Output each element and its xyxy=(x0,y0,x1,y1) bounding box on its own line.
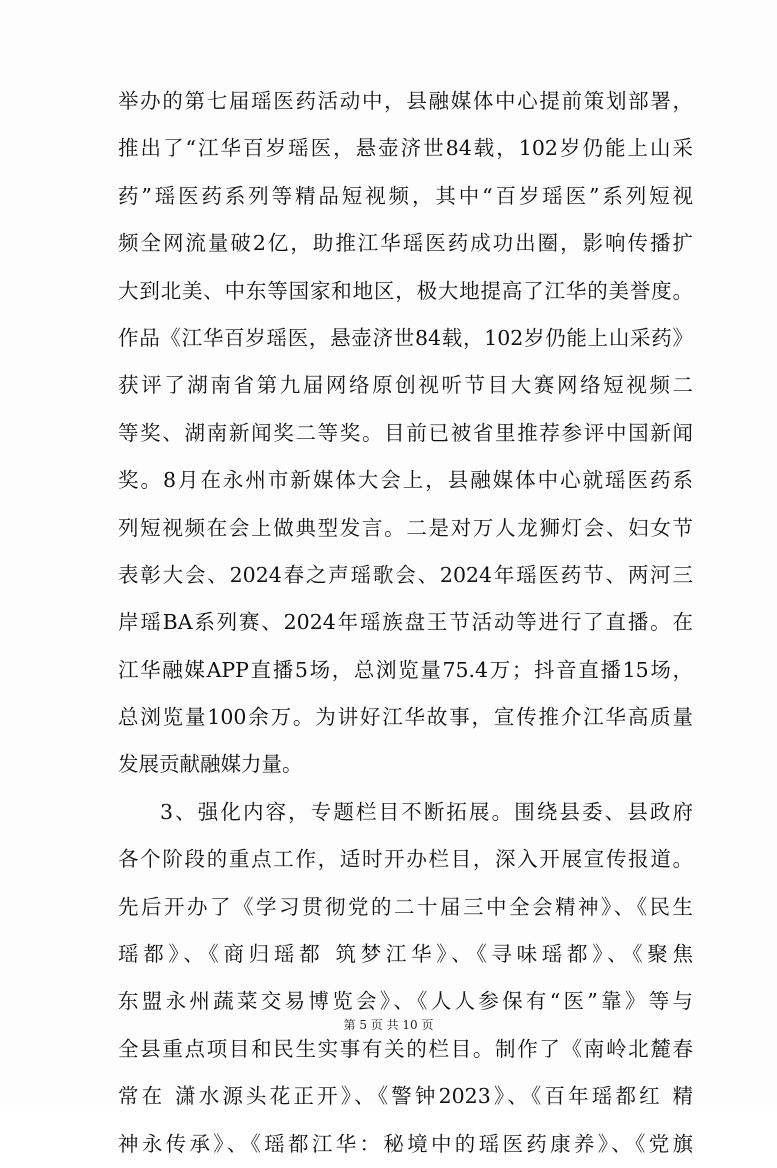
text-line: 神永传承》、《瑶都江华：秘境中的瑶医药康养》、《党旗 xyxy=(118,1131,693,1156)
section-heading-line: 3、强化内容，专题栏目不断拓展。围绕县委、县政府 xyxy=(160,799,693,824)
text-line: 大到北美、中东等国家和地区，极大地提高了江华的美誉度。 xyxy=(118,278,693,303)
body-text xyxy=(118,78,693,1168)
text-line: 作品《江华百岁瑶医，悬壶济世84载，102岁仍能上山采药》 xyxy=(118,325,693,350)
text-line: 表彰大会、2024春之声瑶歌会、2024年瑶医药节、两河三 xyxy=(118,562,693,587)
text-line: 瑶都》、《商归瑶都 筑梦江华》、《寻味瑶都》、《聚焦 xyxy=(118,942,693,967)
text-line: 等奖、湖南新闻奖二等奖。目前已被省里推荐参评中国新闻 xyxy=(118,420,693,445)
text-line: 举办的第七届瑶医药活动中，县融媒体中心提前策划部署， xyxy=(118,89,693,113)
text-line: 药”瑶医药系列等精品短视频，其中“百岁瑶医”系列短视 xyxy=(118,183,693,208)
text-line: 推出了“江华百岁瑶医，悬壶济世84载，102岁仍能上山采 xyxy=(118,136,693,161)
text-line: 总浏览量100余万。为讲好江华故事，宣传推介江华高质量 xyxy=(118,705,693,730)
text-line: 列短视频在会上做典型发言。二是对万人龙狮灯会、妇女节 xyxy=(118,515,693,540)
text-line: 获评了湖南省第九届网络原创视听节目大赛网络短视频二 xyxy=(118,373,693,398)
text-line: 江华融媒APP直播5场，总浏览量75.4万；抖音直播15场， xyxy=(118,657,693,682)
page-number-footer: 第 5 页 共 10 页 xyxy=(343,1018,434,1032)
text-line: 先后开办了《学习贯彻党的二十届三中全会精神》、《民生 xyxy=(118,894,693,919)
text-line: 全县重点项目和民生实事有关的栏目。制作了《南岭北麓春 xyxy=(118,1036,693,1061)
text-line: 各个阶段的重点工作，适时开办栏目，深入开展宣传报道。 xyxy=(118,847,693,872)
text-line: 发展贡献融媒力量。 xyxy=(118,752,303,777)
text-line: 奖。8月在永州市新媒体大会上，县融媒体中心就瑶医药系 xyxy=(118,468,693,493)
text-line: 岸瑶BA系列赛、2024年瑶族盘王节活动等进行了直播。在 xyxy=(118,610,693,635)
text-line: 常在 潇水源头花正开》、《警钟2023》、《百年瑶都红 精 xyxy=(118,1084,693,1109)
text-line: 东盟永州蔬菜交易博览会》、《人人参保有“医”靠》等与 xyxy=(118,989,693,1014)
text-line: 频全网流量破2亿，助推江华瑶医药成功出圈，影响传播扩 xyxy=(118,231,693,256)
